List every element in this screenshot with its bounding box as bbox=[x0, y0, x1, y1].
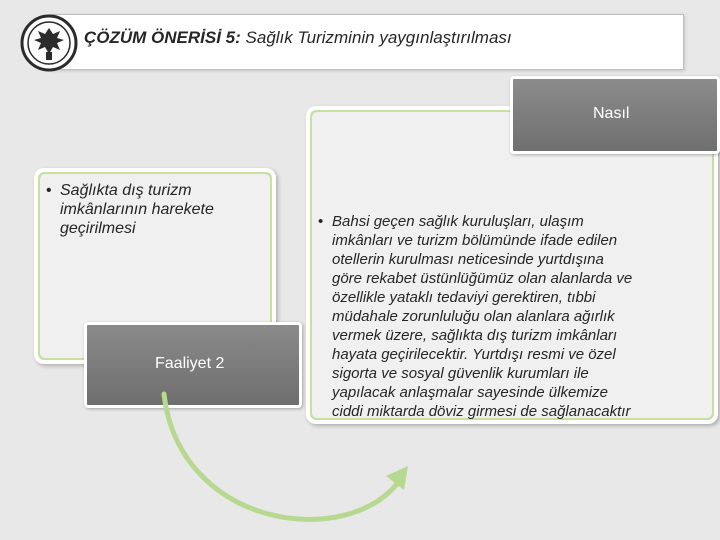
goal-line: imkânlarının harekete bbox=[60, 201, 214, 218]
goal-text: • Sağlıkta dış turizm imkânlarının harekete geçirilmesi bbox=[60, 181, 270, 238]
detail-line: müdahale zorunluluğu olan alanlara ağırlık bbox=[332, 308, 615, 325]
detail-line: otellerin kurulması neticesinde yurtdışına bbox=[332, 251, 604, 268]
title-bold: ÇÖZÜM ÖNERİSİ 5: bbox=[84, 28, 241, 47]
detail-line: hayata geçirilecektir. Yurtdışı resmi ve özel bbox=[332, 346, 616, 363]
nasil-label: Nasıl bbox=[593, 105, 630, 122]
detail-line: vermek üzere, sağlıkta dış turizm imkânları bbox=[332, 327, 618, 344]
detail-line: imkânları ve turizm bölümünde ifade edilen bbox=[332, 232, 618, 249]
title-rest: Sağlık Turizminin yaygınlaştırılması bbox=[240, 28, 512, 47]
page-title bbox=[84, 28, 512, 48]
goal-line: Sağlıkta dış turizm bbox=[60, 182, 192, 199]
nasil-label-box bbox=[510, 76, 720, 154]
detail-text: • Bahsi geçen sağlık kuruluşları, ulaşım imkânları ve turizm bölümünde ifade edilen otellerin kurulması neticesinde yurtdışına göre rekabet üstünlüğümüz olan alanlarda ve özellikle yataklı tedaviyi gerektiren, tıbbi müdahale zorunluluğu olan alanlara ağırlık vermek üzere, sağlıkta dış turizm imkânları hayata geçirilecektir. Yurtdışı resmi ve özel sigorta ve sosyal güvenlik kurumları ile yapılacak anlaşmalar sayesinde ülkemize ciddi miktarda döviz girmesi de sağlanacaktır bbox=[332, 212, 712, 421]
detail-line: sigorta ve sosyal güvenlik kurumları ile bbox=[332, 365, 589, 382]
university-seal-icon bbox=[20, 14, 78, 72]
detail-line: Bahsi geçen sağlık kuruluşları, ulaşım bbox=[332, 213, 584, 230]
curved-arrow-icon bbox=[150, 380, 450, 540]
detail-line: ciddi miktarda döviz girmesi de sağlanacaktır bbox=[332, 403, 631, 420]
detail-line: yapılacak anlaşmalar sayesinde ülkemize bbox=[332, 384, 608, 401]
detail-line: göre rekabet üstünlüğümüz olan alanlarda ve bbox=[332, 270, 633, 287]
goal-line: geçirilmesi bbox=[60, 220, 136, 237]
faaliyet-label: Faaliyet 2 bbox=[155, 355, 225, 372]
detail-line: özellikle yataklı tedaviyi gerektiren, tıbbi bbox=[332, 289, 596, 306]
